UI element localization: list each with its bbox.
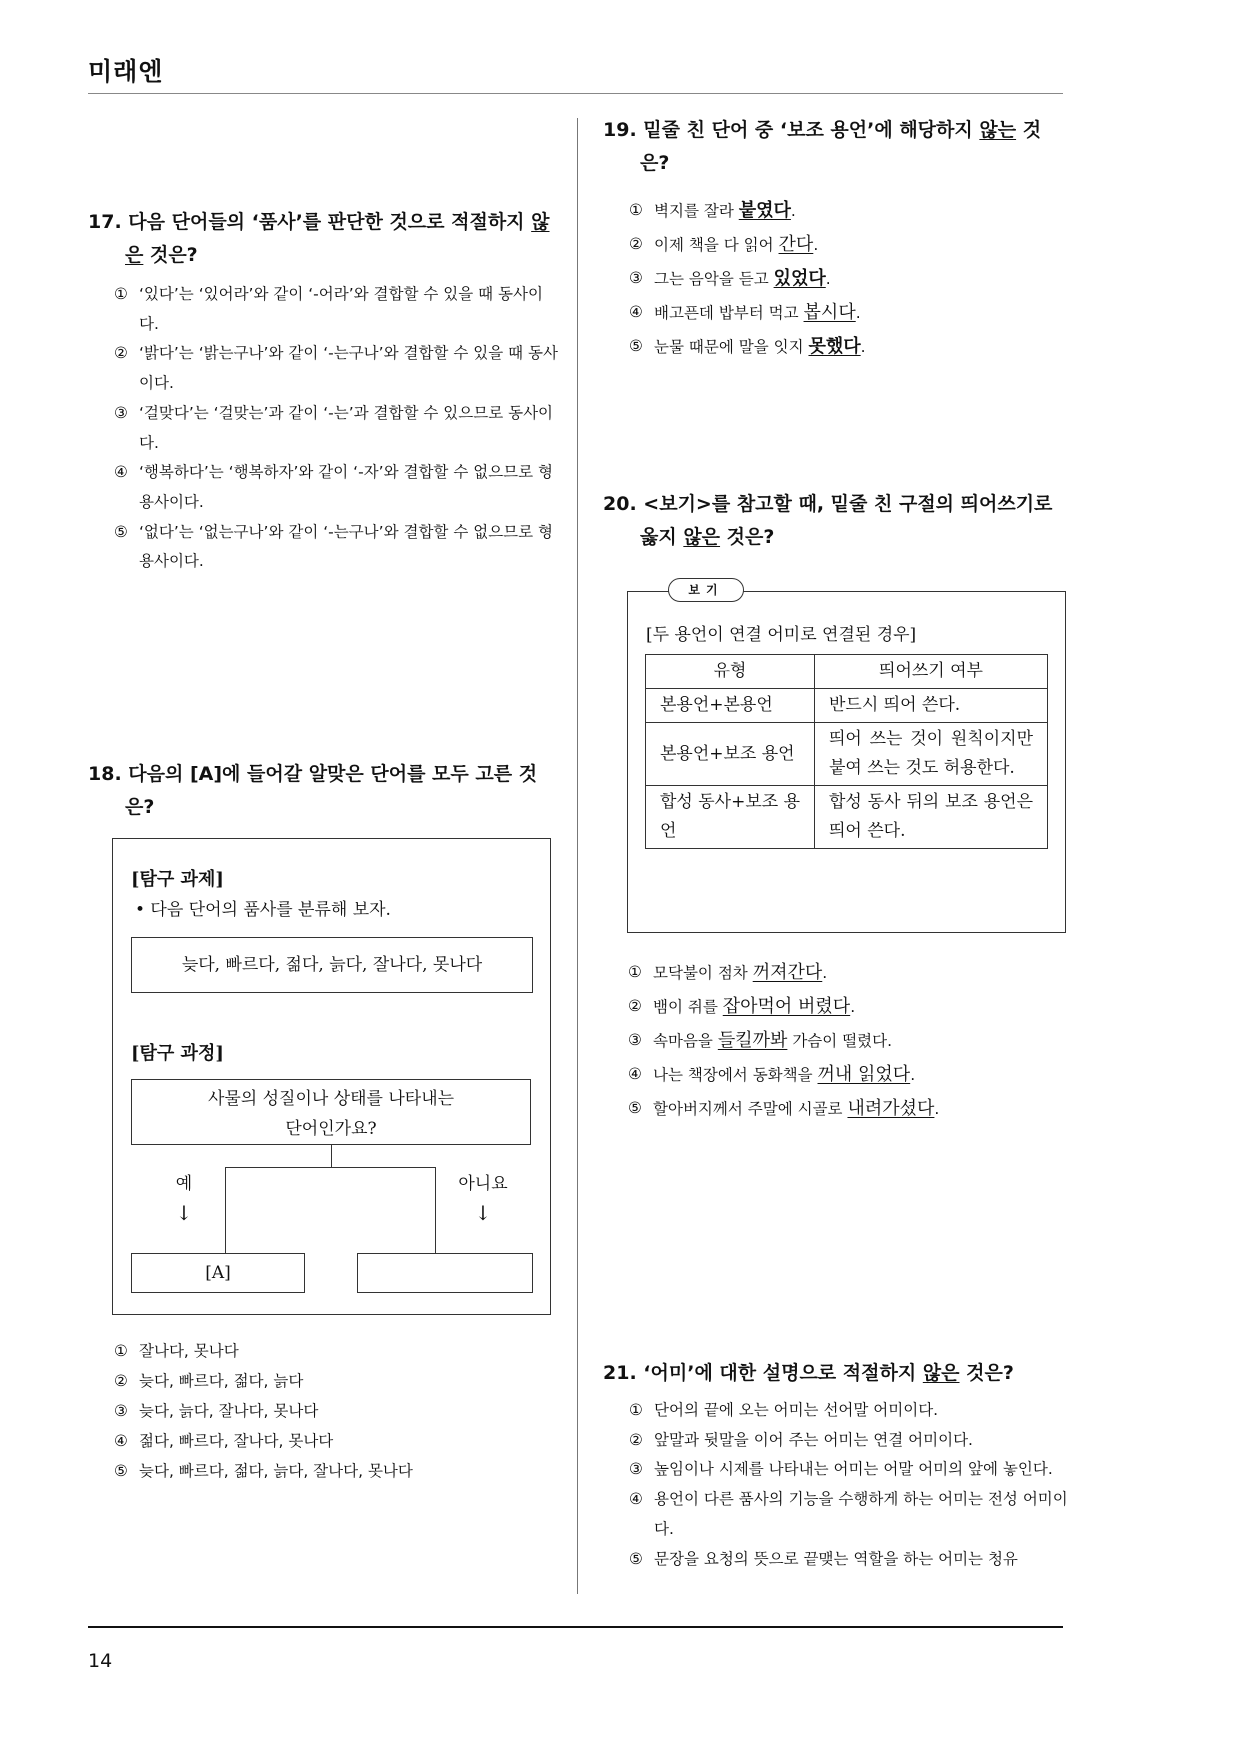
question-number: 21.: [603, 1362, 637, 1384]
question-number: 20.: [603, 493, 637, 515]
flow-connector: [435, 1167, 436, 1253]
column-divider: [577, 118, 578, 1594]
answer-box-a: [A]: [131, 1253, 305, 1293]
bogi-tag: 보기: [668, 578, 744, 602]
question-17-choices: [88, 280, 558, 577]
answer-box-b: [357, 1253, 533, 1293]
question-19: [603, 114, 1073, 364]
process-label: [탐구 과정]: [131, 1043, 224, 1064]
table-row: 합성 동사+보조 용언 합성 동사 뒤의 보조 용언은 띄어 쓴다.: [646, 786, 1048, 849]
choice-4[interactable]: ④ 젊다, 빠르다, 잘나다, 못나다: [114, 1432, 334, 1450]
choice-1[interactable]: ① 잘나다, 못나다: [114, 1342, 239, 1360]
question-18: [88, 758, 558, 824]
task-bullet: • 다음 단어의 품사를 분류해 보자.: [135, 900, 391, 920]
question-number: 17.: [88, 211, 122, 233]
down-arrow-icon: ↓: [474, 1201, 492, 1225]
word-list-box: 늦다, 빠르다, 젊다, 늙다, 잘나다, 못나다: [131, 937, 533, 993]
question-18-title: 18. 다음의 [A]에 들어갈 알맞은 단어를 모두 고른 것 은?: [88, 763, 538, 818]
choice-2[interactable]: ② 뱀이 쥐를 잡아먹어 버렸다.: [628, 996, 856, 1017]
choice-5[interactable]: ⑤ 눈물 때문에 말을 잇지 못했다.: [629, 336, 866, 357]
choice-4[interactable]: ④ 용언이 다른 품사의 기능을 수행하게 하는 어미는 전성 어미이다.: [629, 1490, 1068, 1538]
choice-5[interactable]: ⑤ 할아버지께서 주말에 시골로 내려가셨다.: [628, 1098, 940, 1119]
choice-3[interactable]: ③ 늦다, 늙다, 잘나다, 못나다: [114, 1402, 319, 1420]
question-number: 18.: [88, 763, 122, 785]
question-20: [603, 488, 1073, 554]
choice-1[interactable]: ① 단어의 끝에 오는 어미는 선어말 어미이다.: [629, 1401, 939, 1419]
bogi-heading: [두 용언이 연결 어미로 연결된 경우]: [646, 625, 917, 645]
page-number: 14: [88, 1650, 113, 1672]
choice-3[interactable]: ③ ‘걸맞다’는 ‘걸맞는’과 같이 ‘-는’과 결합할 수 있으므로 동사이다.: [114, 403, 554, 452]
question-21: [603, 1357, 1073, 1574]
flow-connector: [225, 1167, 226, 1253]
choice-3[interactable]: ③ 그는 음악을 듣고 있었다.: [629, 268, 831, 289]
flow-connector: [225, 1167, 435, 1168]
footer-divider: [88, 1626, 1063, 1628]
question-number: 19.: [603, 119, 637, 141]
table-header: 띄어쓰기 여부: [815, 655, 1048, 689]
down-arrow-icon: ↓: [175, 1201, 193, 1225]
brand-logo: 미래엔: [88, 57, 164, 86]
table-row: 본용언+보조 용언 띄어 쓰는 것이 원칙이지만 붙여 쓰는 것도 허용한다.: [646, 723, 1048, 786]
inquiry-box: [112, 838, 551, 1315]
question-18-choices: [114, 1336, 554, 1486]
choice-3[interactable]: ③ 높임이나 시제를 나타내는 어미는 어말 어미의 앞에 놓인다.: [629, 1460, 1053, 1479]
choice-1[interactable]: ① ‘있다’는 ‘있어라’와 같이 ‘-어라’와 결합할 수 있을 때 동사이다.: [114, 285, 543, 333]
bogi-box: [627, 583, 1066, 933]
choice-1[interactable]: ① 벽지를 잘라 붙였다.: [629, 200, 796, 221]
choice-4[interactable]: ④ ‘행복하다’는 ‘행복하자’와 같이 ‘-자’와 결합할 수 없으므로 형용사이다.: [114, 463, 554, 511]
bogi-table: [645, 654, 1048, 849]
task-label: [탐구 과제]: [131, 869, 224, 890]
choice-2[interactable]: ② 이제 책을 다 읽어 간다.: [629, 234, 819, 255]
no-label: 아니요: [458, 1174, 508, 1194]
question-21-title: 21. ‘어미’에 대한 설명으로 적절하지 않은 것은?: [603, 1362, 1014, 1384]
table-row: 본용언+본용언 반드시 띄어 쓴다.: [646, 689, 1048, 723]
header-divider: [88, 93, 1063, 94]
choice-4[interactable]: ④ 배고픈데 밥부터 먹고 봅시다.: [629, 302, 861, 323]
choice-4[interactable]: ④ 나는 책장에서 동화책을 꺼내 읽었다.: [628, 1064, 916, 1085]
table-header: 유형: [646, 655, 815, 689]
question-20-choices: [628, 956, 1068, 1126]
choice-2[interactable]: ② ‘밝다’는 ‘밝는구나’와 같이 ‘-는구나’와 결합할 수 있을 때 동사이다.: [114, 344, 558, 393]
choice-5[interactable]: ⑤ 늦다, 빠르다, 젊다, 늙다, 잘나다, 못나다: [114, 1462, 413, 1480]
choice-5[interactable]: ⑤ 문장을 요청의 뜻으로 끝맺는 역할을 하는 어미는 청유: [629, 1549, 1018, 1568]
choice-2[interactable]: ② 늦다, 빠르다, 젊다, 늙다: [114, 1372, 304, 1390]
choice-3[interactable]: ③ 속마음을 들킬까봐 가슴이 떨렸다.: [628, 1030, 893, 1051]
question-20-title: 20. <보기>를 참고할 때, 밑줄 친 구절의 띄어쓰기로 옳지 않은 것은?: [603, 493, 1053, 548]
question-19-title: 19. 밑줄 친 단어 중 ‘보조 용언’에 해당하지 않는 것 은?: [603, 119, 1042, 174]
question-21-choices: [603, 1396, 1073, 1574]
choice-5[interactable]: ⑤ ‘없다’는 ‘없는구나’와 같이 ‘-는구나’와 결합할 수 없으므로 형용사이다.: [114, 522, 554, 571]
question-17-title: 17. 다음 단어들의 ‘품사’를 판단한 것으로 적절하지 않 은 것은?: [88, 211, 550, 266]
flow-connector: [331, 1145, 332, 1167]
choice-1[interactable]: ① 모닥불이 점차 꺼져간다.: [628, 962, 828, 983]
choice-2[interactable]: ② 앞말과 뒷말을 이어 주는 어미는 연결 어미이다.: [629, 1430, 973, 1449]
question-box: 사물의 성질이나 상태를 나타내는 단어인가요?: [131, 1079, 531, 1145]
question-17: [88, 206, 558, 577]
question-19-choices: [603, 194, 1073, 364]
yes-label: 예: [175, 1174, 193, 1194]
